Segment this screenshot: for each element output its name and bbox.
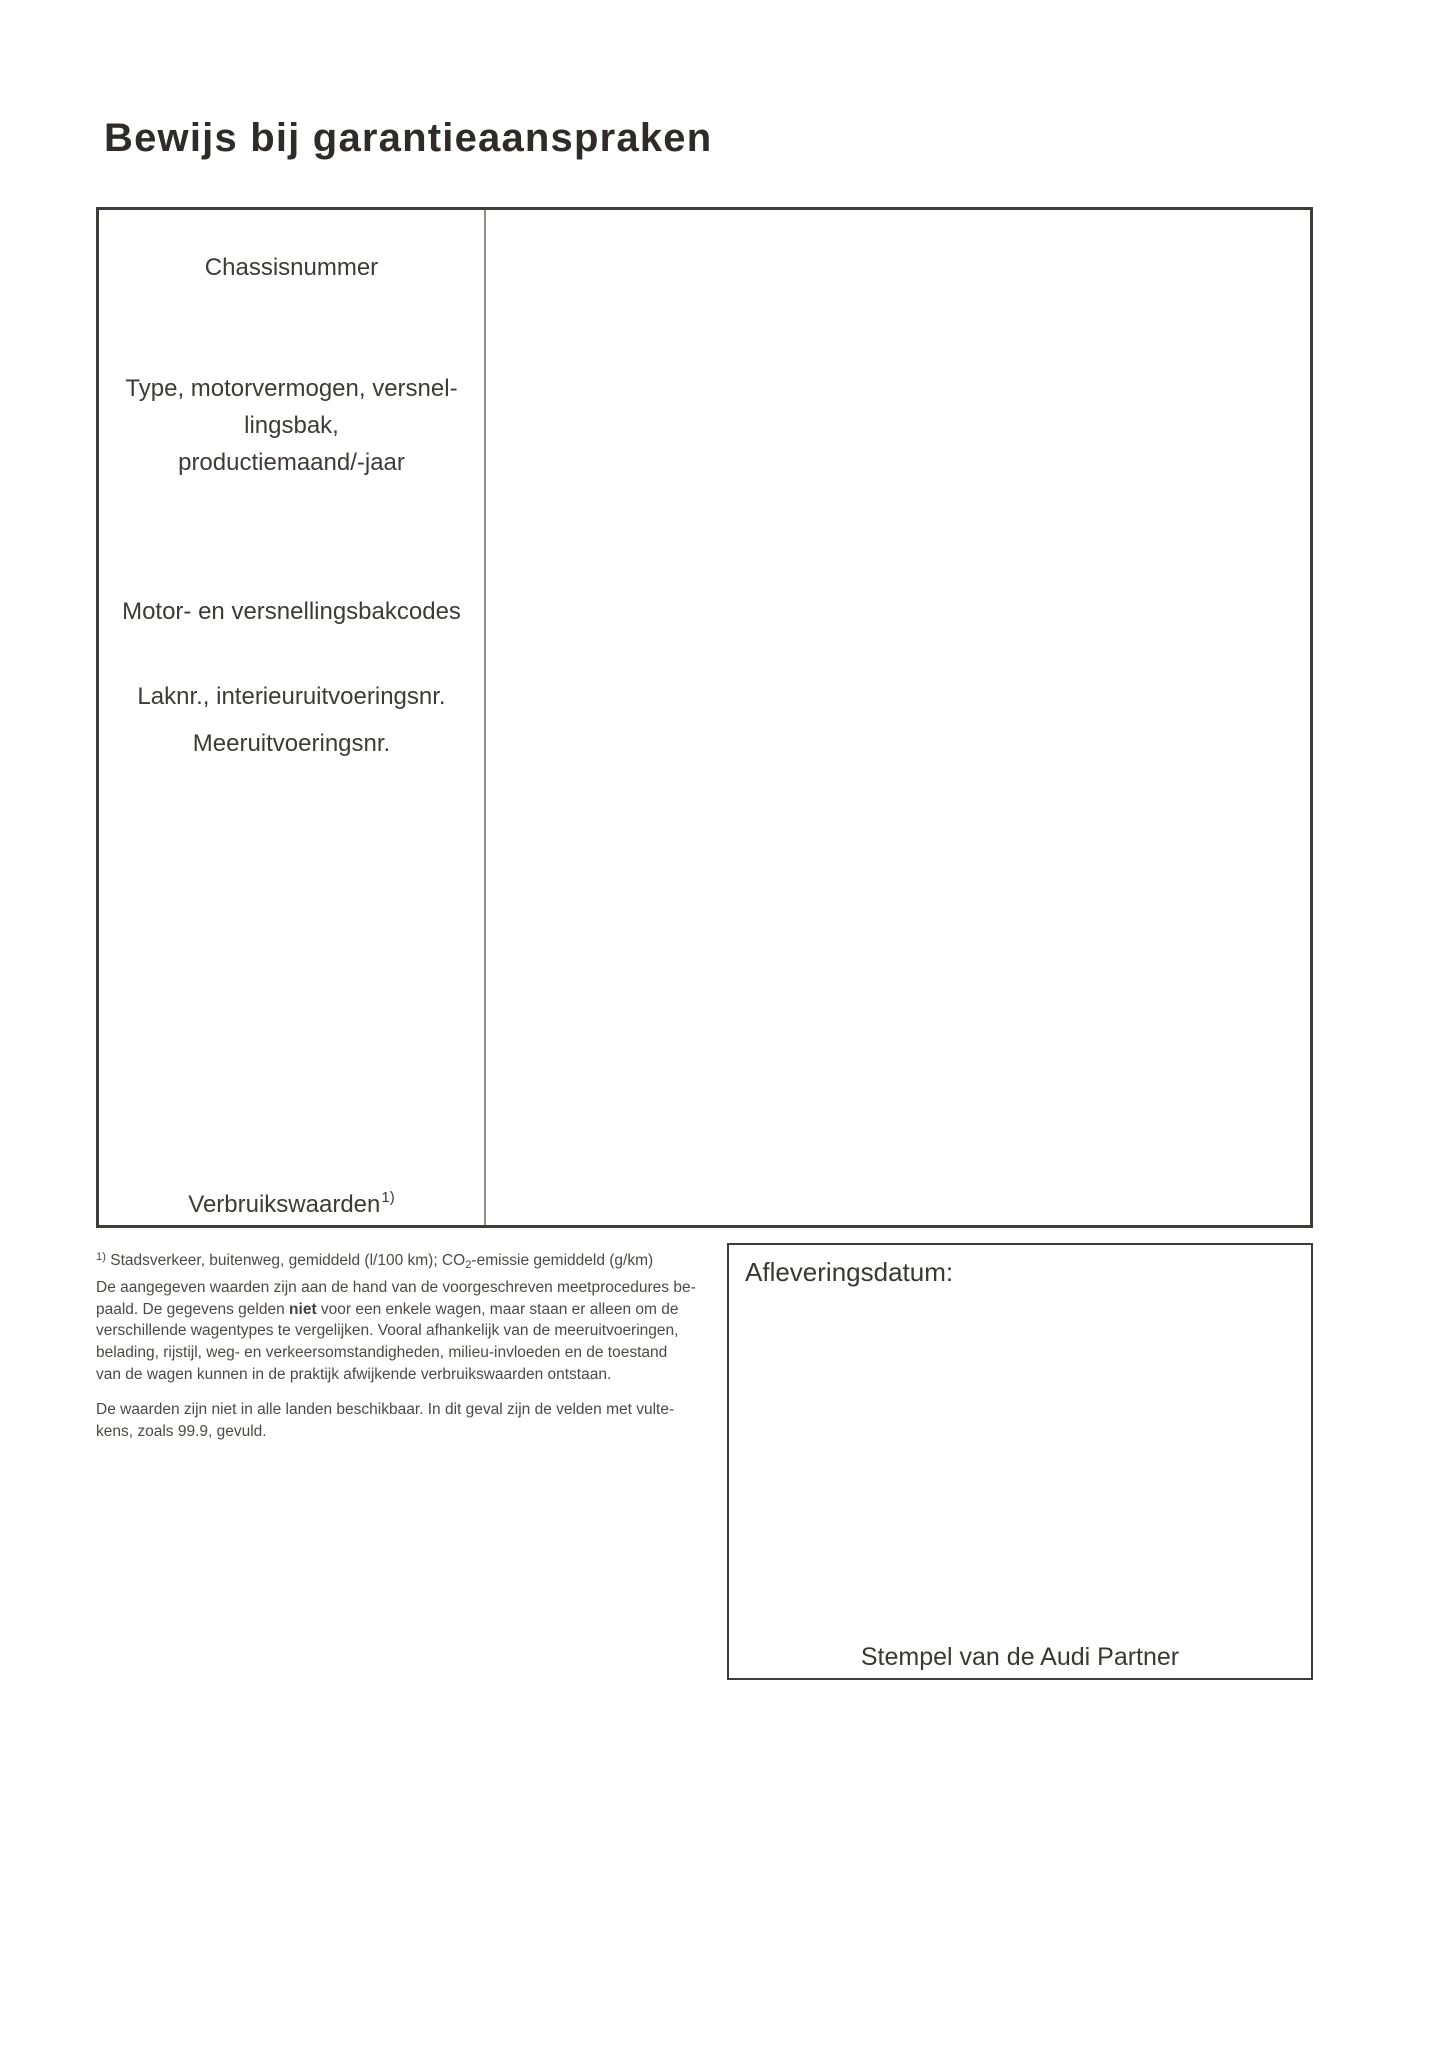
footnote-line3-text-a: paald. De gegevens gelden	[96, 1300, 290, 1318]
footnote-line-6: van de wagen kunnen in de praktijk afwijkende verbruikswaarden ontstaan.	[96, 1365, 612, 1383]
label-extra-equipment-number: Meeruitvoeringsnr.	[192, 730, 391, 757]
label-type-line2: lingsbak,	[244, 412, 339, 439]
warranty-spec-table	[96, 207, 1313, 1228]
consumption-footnote-marker: 1)	[381, 1189, 395, 1206]
spec-label-column	[99, 210, 484, 1225]
dealer-stamp-label: Stempel van de Audi Partner	[860, 1643, 1180, 1671]
label-consumption-text: Verbruikswaarden	[188, 1191, 381, 1218]
footnote-line-3	[96, 1299, 736, 1321]
footnote-line-1	[96, 1247, 736, 1277]
label-type-line1: Type, motorvermogen, versnel-	[125, 375, 458, 402]
co2-subscript: 2	[465, 1259, 472, 1271]
label-type-line3: productiemaand/-jaar	[178, 449, 405, 476]
footnote-line1-text-a: Stadsverkeer, buitenweg, gemiddeld (l/100 km); CO	[105, 1252, 466, 1269]
footnote-para2-line-1: De waarden zijn niet in alle landen beschikbaar. In dit geval zijn de velden met vulte-	[96, 1400, 675, 1418]
footnote-line3-text-b: voor een enkele wagen, maar staan er alleen om de	[316, 1300, 679, 1318]
footnote-line1-text-b: -emissie gemiddeld (g/km)	[471, 1252, 654, 1269]
label-type-power-gearbox	[99, 370, 484, 481]
label-engine-gearbox-codes: Motor- en versnellingsbakcodes	[122, 598, 461, 625]
page-title: Bewijs bij garantieaanspraken	[104, 116, 713, 160]
footnote-bold-niet: niet	[289, 1300, 317, 1318]
footnote-line-5: belading, rijstijl, weg- en verkeersomstandigheden, milieu-invloeden en de toestand	[96, 1344, 668, 1362]
delivery-stamp-box	[727, 1243, 1313, 1680]
footnote-marker: 1)	[96, 1251, 106, 1263]
consumption-footnote	[96, 1247, 736, 1442]
delivery-date-label: Afleveringsdatum:	[745, 1257, 954, 1287]
spec-entries-column	[486, 210, 1310, 1225]
label-chassis-number: Chassisnummer	[204, 254, 379, 281]
label-paint-interior-number: Laknr., interieuruitvoeringsnr.	[137, 683, 446, 710]
label-consumption-values	[99, 1188, 484, 1225]
footnote-line-4: verschillende wagentypes te vergelijken. Vooral afhankelijk van de meeruitvoeringen,	[96, 1322, 679, 1340]
footnote-line-2: De aangegeven waarden zijn aan de hand van de voorgeschreven meetprocedures be-	[96, 1278, 696, 1296]
footnote-para2-line-2: kens, zoals 99.9, gevuld.	[96, 1422, 267, 1440]
